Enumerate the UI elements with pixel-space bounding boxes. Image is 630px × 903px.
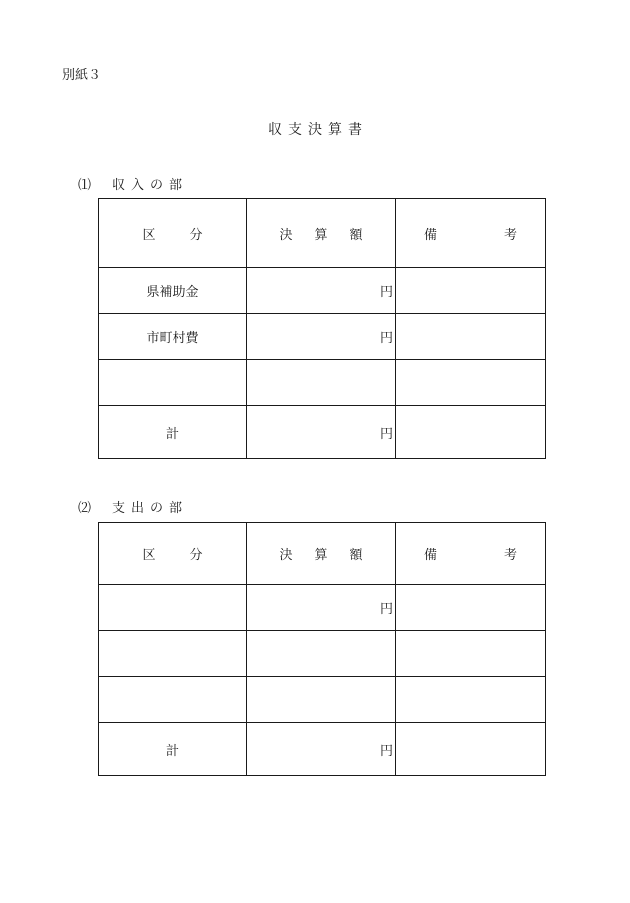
income-row-amount bbox=[247, 360, 396, 406]
expense-row-category bbox=[99, 677, 247, 723]
expense-total-row bbox=[99, 723, 546, 776]
expense-header-amount: 決算額 bbox=[247, 523, 396, 585]
expense-header-remarks-left: 備 bbox=[424, 548, 438, 563]
income-total-label: 計 bbox=[99, 406, 247, 459]
income-row-remarks bbox=[396, 360, 546, 406]
income-section-number: ⑴ bbox=[78, 178, 92, 193]
income-row-amount: 円 bbox=[247, 314, 396, 360]
income-total-amount: 円 bbox=[247, 406, 396, 459]
expense-total-remarks bbox=[396, 723, 546, 776]
income-total-remarks bbox=[396, 406, 546, 459]
expense-header-row bbox=[99, 523, 546, 585]
income-header-remarks-left: 備 bbox=[424, 227, 438, 243]
table-row bbox=[99, 360, 546, 406]
expense-section-label: 支出の部 bbox=[112, 501, 189, 516]
expense-row-remarks bbox=[396, 677, 546, 723]
income-row-remarks bbox=[396, 268, 546, 314]
expense-total-label: 計 bbox=[99, 723, 247, 776]
income-row-remarks bbox=[396, 314, 546, 360]
expense-total-amount: 円 bbox=[247, 723, 396, 776]
expense-header-remarks-right: 考 bbox=[503, 548, 517, 563]
table-row bbox=[99, 585, 546, 631]
expense-row-remarks bbox=[396, 631, 546, 677]
expense-section-number: ⑵ bbox=[78, 501, 92, 516]
table-row bbox=[99, 677, 546, 723]
expense-header-remarks bbox=[396, 523, 546, 585]
table-row bbox=[99, 631, 546, 677]
income-row-category: 県補助金 bbox=[99, 268, 247, 314]
expense-table bbox=[98, 522, 546, 776]
expense-row-amount bbox=[247, 677, 396, 723]
document-title: 収支決算書 bbox=[268, 122, 368, 138]
income-header-remarks bbox=[396, 199, 546, 268]
table-row bbox=[99, 314, 546, 360]
expense-row-category bbox=[99, 585, 247, 631]
expense-row-amount bbox=[247, 631, 396, 677]
table-row bbox=[99, 268, 546, 314]
income-header-amount: 決算額 bbox=[247, 199, 396, 268]
expense-section-heading bbox=[78, 497, 188, 516]
attachment-label: 別紙３ bbox=[62, 68, 102, 83]
income-section-label: 収入の部 bbox=[112, 178, 189, 193]
income-row-category bbox=[99, 360, 247, 406]
expense-row-amount: 円 bbox=[247, 585, 396, 631]
income-row-category: 市町村費 bbox=[99, 314, 247, 360]
expense-header-category: 区分 bbox=[99, 523, 247, 585]
income-header-row bbox=[99, 199, 546, 268]
income-header-category: 区分 bbox=[99, 199, 247, 268]
expense-row-remarks bbox=[396, 585, 546, 631]
income-row-amount: 円 bbox=[247, 268, 396, 314]
income-table bbox=[98, 198, 546, 459]
expense-row-category bbox=[99, 631, 247, 677]
income-total-row bbox=[99, 406, 546, 459]
income-section-heading bbox=[78, 174, 188, 193]
income-header-remarks-right: 考 bbox=[503, 227, 517, 243]
